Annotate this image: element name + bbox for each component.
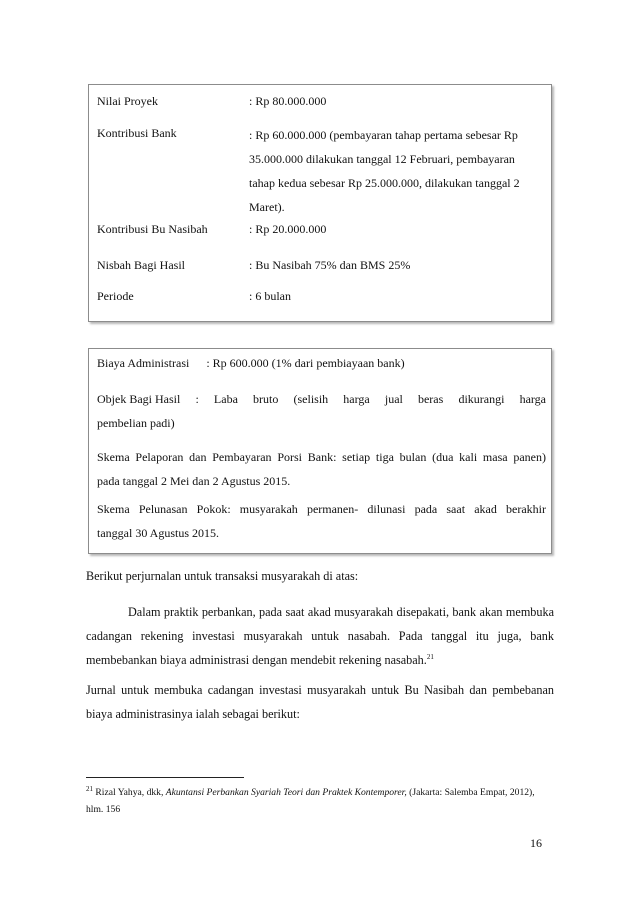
label-nilai-proyek: Nilai Proyek xyxy=(97,94,158,108)
paragraph-praktik-text: Dalam praktik perbankan, pada saat akad musyarakah disepakati, bank akan membuka cadangan rekening investasi musyarakah untuk nasabah. Pada tanggal itu juga, bank membebankan biaya administrasi dengan mendebit rekening nasabah. xyxy=(86,605,554,667)
skema-pelunasan xyxy=(97,497,546,545)
paragraph-praktik xyxy=(86,600,554,672)
word: beras xyxy=(417,392,444,406)
word: bruto xyxy=(253,392,279,406)
label-biaya-administrasi: Biaya Administrasi xyxy=(97,356,190,370)
skema-pelunasan-line-2: tanggal 30 Agustus 2015. xyxy=(97,526,219,540)
footnote-author: Rizal Yahya, dkk, xyxy=(95,787,164,798)
footnote-publisher: (Jakarta: Salemba Empat, 2012), hlm. 156 xyxy=(86,787,535,815)
objek-line-2: pembelian padi) xyxy=(97,416,175,430)
skema-pelaporan-line-2: pada tanggal 2 Mei dan 2 Agustus 2015. xyxy=(97,474,291,488)
value-kontribusi-nasabah: : Rp 20.000.000 xyxy=(249,222,327,236)
value-biaya-administrasi: : Rp 600.000 (1% dari pembiayaan bank) xyxy=(206,356,405,370)
word: jual xyxy=(384,392,403,406)
label-periode: Periode xyxy=(97,289,134,303)
footnote xyxy=(86,784,554,818)
word: (selisih xyxy=(293,392,329,406)
value-nilai-proyek: : Rp 80.000.000 xyxy=(249,94,327,108)
label-objek: Objek Bagi Hasil xyxy=(97,392,181,406)
label-kontribusi-bank: Kontribusi Bank xyxy=(97,126,177,140)
skema-pelunasan-line-1: Skema Pelunasan Pokok: musyarakah permanen- dilunasi pada saat akad berakhir xyxy=(97,502,546,516)
value-nisbah: : Bu Nasibah 75% dan BMS 25% xyxy=(249,258,411,272)
paragraph-jurnal: Jurnal untuk membuka cadangan investasi musyarakah untuk Bu Nasibah dan pembebanan biaya administrasinya ialah sebagai berikut: xyxy=(86,683,554,721)
word: : xyxy=(195,392,199,406)
label-nisbah: Nisbah Bagi Hasil xyxy=(97,258,185,272)
word: harga xyxy=(519,392,546,406)
label-kontribusi-nasabah: Kontribusi Bu Nasibah xyxy=(97,222,208,236)
project-info-box xyxy=(88,84,552,322)
value-line: : Rp 60.000.000 (pembayaran tahap pertama sebesar Rp xyxy=(249,128,518,142)
value-kontribusi-bank xyxy=(249,123,545,219)
word: Laba xyxy=(213,392,238,406)
word: harga xyxy=(343,392,370,406)
objek-bagi-hasil xyxy=(97,387,546,435)
value-line: tahap kedua sebesar Rp 25.000.000, dilakukan tanggal 2 xyxy=(249,176,520,190)
objek-line-1 xyxy=(97,387,546,411)
paragraph-intro: Berikut perjurnalan untuk transaksi musyarakah di atas: xyxy=(86,569,359,583)
value-line: 35.000.000 dilakukan tanggal 12 Februari, pembayaran xyxy=(249,152,515,166)
word: dikurangi xyxy=(458,392,505,406)
skema-pelaporan xyxy=(97,445,546,493)
page-number: 16 xyxy=(530,836,542,850)
footnote-number: 21 xyxy=(86,784,93,793)
terms-box xyxy=(88,348,552,554)
footnote-title: Akuntansi Perbankan Syariah Teori dan Praktek Kontemporer, xyxy=(165,787,407,798)
value-periode: : 6 bulan xyxy=(249,289,291,303)
footnote-separator xyxy=(86,777,244,778)
skema-pelaporan-line-1: Skema Pelaporan dan Pembayaran Porsi Bank: setiap tiga bulan (dua kali masa panen) xyxy=(97,450,546,464)
footnote-ref: 21 xyxy=(426,652,434,661)
value-line: Maret). xyxy=(249,200,285,214)
biaya-administrasi-line xyxy=(97,351,546,375)
